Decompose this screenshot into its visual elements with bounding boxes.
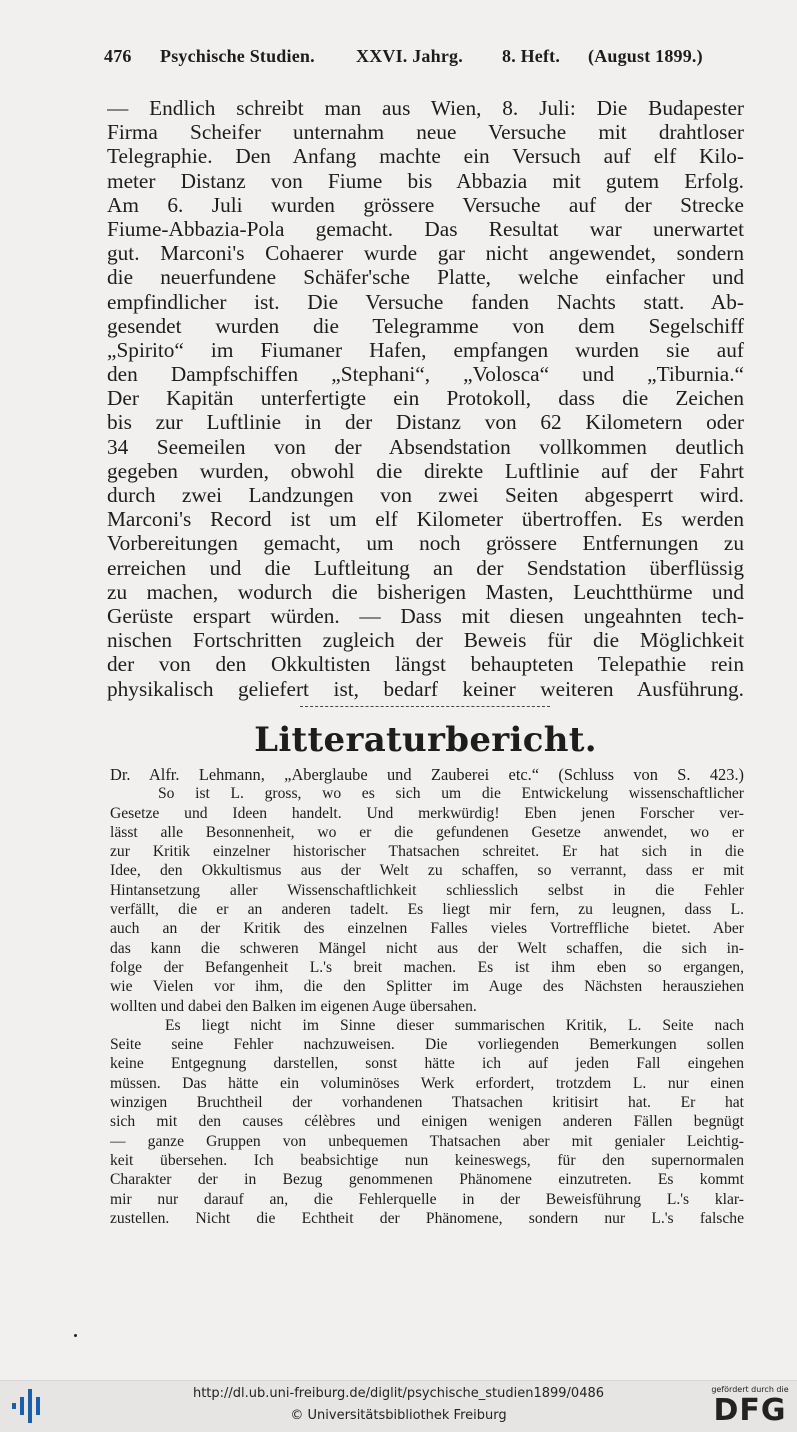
text-line: wollten und dabei den Balken im eigenen Auge übersahen. <box>110 997 477 1015</box>
section-title: Litteraturbericht. <box>254 720 597 760</box>
text-line: keine Entgegnung darstellen, sonst hätte ich auf jeden Fall eingehen <box>110 1055 744 1073</box>
text-line: empfindlicher ist. Die Versuche fanden Nachts statt. Ab- <box>107 289 744 314</box>
text-line: gut. Marconi's Cohaerer wurde gar nicht angewendet, sondern <box>107 241 744 266</box>
text-line: die neuerfundene Schäfer'sche Platte, welche einfacher und <box>107 265 744 290</box>
text-line: winzigen Bruchtheil der vorhandenen Thatsachen kritisirt hat. Er hat <box>110 1094 744 1112</box>
text-line: Gerüste erspart würden. — Dass mit diesen ungeahnten tech- <box>107 603 744 628</box>
text-line: Es liegt nicht im Sinne dieser summarischen Kritik, L. Seite nach <box>165 1016 744 1034</box>
text-line: den Dampfschiffen „Stephani“, „Volosca“ und „Tiburnia.“ <box>107 362 744 387</box>
text-line: lässt alle Besonnenheit, wo er die gefundenen Gesetze anwendet, wo er <box>110 823 744 841</box>
dfg-caption: gefördert durch die <box>711 1385 789 1394</box>
text-line: Marconi's Record ist um elf Kilometer übertroffen. Es werden <box>107 507 744 532</box>
text-line: Vorbereitungen gemacht, um noch grössere Entfernungen zu <box>107 531 744 556</box>
news-article <box>107 96 744 701</box>
volume: XXVI. Jahrg. <box>356 46 463 66</box>
text-line: gesendet wurden die Telegramme von dem Segelschiff <box>107 313 744 338</box>
text-line: das kann die schweren Mängel nicht aus der Welt schaffen, die sich in- <box>110 939 744 957</box>
source-url-link[interactable]: http://dl.ub.uni-freiburg.de/diglit/psychische_studien1899/0486 <box>192 1386 605 1401</box>
text-line: Hintansetzung aller Wissenschaftlichkeit schliesslich selbst in die Fehler <box>110 881 744 899</box>
ink-speck <box>74 1334 77 1337</box>
text-line: folge der Befangenheit L.'s breit machen. Es ist ihm eben so ergangen, <box>110 958 744 976</box>
text-line: zur Kritik einzelner historischer Thatsachen schreitet. Er hat sich in die <box>110 843 744 861</box>
text-line: keit übersehen. Ich beabsichtige nun keineswegs, für den supernormalen <box>110 1151 744 1169</box>
text-line: — ganze Gruppen von unbequemen Thatsachen aber mit genialer Leichtig- <box>110 1132 744 1150</box>
literature-review <box>110 765 744 1228</box>
text-line: „Spirito“ im Fiumaner Hafen, empfangen wurden sie auf <box>107 337 744 362</box>
text-line: erreichen und die Luftleitung an der Sendstation überflüssig <box>107 555 744 580</box>
text-line: Am 6. Juli wurden grössere Versuche auf der Strecke <box>107 192 744 217</box>
text-line: zustellen. Nicht die Echtheit der Phänomene, sondern nur L.'s falsche <box>110 1209 744 1227</box>
text-line: sich mit den causes célèbres und einigen wenigen anderen Fällen begnügt <box>110 1113 744 1131</box>
journal-name: Psychische Studien. <box>160 46 315 66</box>
text-line: nischen Fortschritten zugleich der Beweis für die Möglichkeit <box>107 628 744 653</box>
text-line: Idee, den Okkultismus aus der Welt zu schaffen, so verrannt, dass er mit <box>110 862 744 880</box>
viewer-footer <box>0 1380 797 1432</box>
text-line: müssen. Das hätte ein voluminöses Werk erfordert, trotzdem L. nur einen <box>110 1074 744 1092</box>
review-heading: Dr. Alfr. Lehmann, „Aberglaube und Zauberei etc.“ (Schluss von S. 423.) <box>110 765 744 784</box>
text-line: Telegraphie. Den Anfang machte ein Versuch auf elf Kilo- <box>107 144 744 169</box>
text-line: Der Kapitän unterfertigte ein Protokoll, dass die Zeichen <box>107 386 744 411</box>
running-header <box>104 46 744 76</box>
text-line: Seite seine Fehler nachzuweisen. Die vorliegenden Bemerkungen sollen <box>110 1036 744 1054</box>
text-line: Firma Scheifer unternahm neue Versuche mit drahtloser <box>107 120 744 145</box>
text-line: wie Vielen vor ihm, die den Splitter im Auge des Nächsten herausziehen <box>110 978 744 996</box>
section-divider <box>300 706 550 709</box>
dfg-logo-icon[interactable]: DFG <box>713 1393 787 1428</box>
text-line: mir nur darauf an, die Fehlerquelle in der Beweisführung L.'s klar- <box>110 1190 744 1208</box>
issue: 8. Heft. <box>502 46 561 66</box>
page-number: 476 <box>104 46 132 66</box>
text-line: Fiume-Abbazia-Pola gemacht. Das Resultat war unerwartet <box>107 216 744 241</box>
text-line: physikalisch geliefert ist, bedarf keiner weiteren Ausführung. <box>107 676 744 701</box>
issue-date: (August 1899.) <box>588 46 703 66</box>
copyright-notice: © Universitätsbibliothek Freiburg <box>290 1408 507 1423</box>
text-line: der von den Okkultisten längst behaupteten Telepathie rein <box>107 652 744 677</box>
text-line: — Endlich schreibt man aus Wien, 8. Juli: Die Budapester <box>107 96 744 120</box>
text-line: Gesetze und Ideen handelt. Und merkwürdig! Eben jenen Forscher ver- <box>110 804 744 822</box>
text-line: zu machen, wodurch die bisherigen Masten, Leuchtthürme und <box>107 579 744 604</box>
text-line: gegeben wurden, obwohl die direkte Luftlinie auf der Fahrt <box>107 458 744 483</box>
text-line: So ist L. gross, wo es sich um die Entwickelung wissenschaftlicher <box>158 785 744 803</box>
text-line: 34 Seemeilen von der Absendstation vollkommen deutlich <box>107 434 744 459</box>
text-line: auch an der Kritik des einzelnen Falles vieles Vortreffliche bietet. Aber <box>110 920 744 938</box>
text-line: bis zur Luftlinie in der Distanz von 62 Kilometern oder <box>107 410 744 435</box>
text-line: verfällt, die er an anderen tadelt. Es liegt mir fern, zu leugnen, dass L. <box>110 901 744 919</box>
text-line: meter Distanz von Fiume bis Abbazia mit gutem Erfolg. <box>107 168 744 193</box>
text-line: durch zwei Landzungen von zwei Seiten abgesperrt wird. <box>107 483 744 507</box>
text-line: Charakter der in Bezug genommenen Phänomene einzutreten. Es kommt <box>110 1171 744 1189</box>
